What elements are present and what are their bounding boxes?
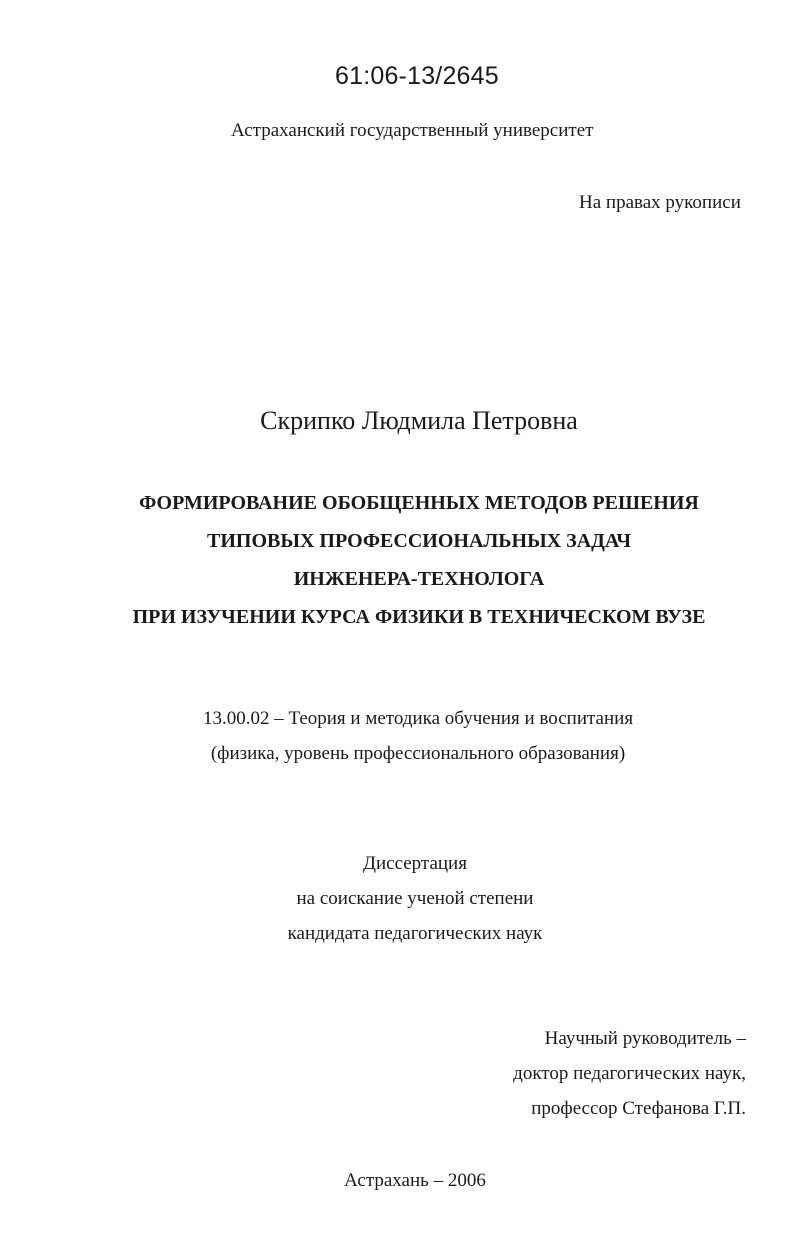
place-year: Астрахань – 2006 (344, 1170, 486, 1191)
catalog-number: 61:06-13/2645 (335, 62, 499, 90)
supervisor-line: доктор педагогических наук, (513, 1063, 746, 1084)
university-name: Астраханский государственный университет (231, 120, 594, 141)
degree-line: Диссертация (363, 853, 467, 874)
title-line: ФОРМИРОВАНИЕ ОБОБЩЕННЫХ МЕТОДОВ РЕШЕНИЯ (139, 492, 699, 514)
supervisor-block (513, 1021, 746, 1126)
title-line: ТИПОВЫХ ПРОФЕССИОНАЛЬНЫХ ЗАДАЧ (206, 530, 631, 552)
degree-line: на соискание ученой степени (296, 888, 534, 909)
title-line: ПРИ ИЗУЧЕНИИ КУРСА ФИЗИКИ В ТЕХНИЧЕСКОМ ВУЗЕ (132, 606, 706, 628)
supervisor-line: профессор Стефанова Г.П. (531, 1098, 746, 1119)
title-line: ИНЖЕНЕРА-ТЕХНОЛОГА (293, 568, 545, 590)
degree-line: кандидата педагогических наук (287, 923, 543, 944)
degree-block (0, 846, 798, 951)
specialty-code-line: 13.00.02 – Теория и методика обучения и воспитания (202, 708, 634, 729)
specialty-block (0, 701, 798, 771)
dissertation-title (0, 484, 798, 636)
rights-note: На правах рукописи (579, 192, 741, 213)
supervisor-line: Научный руководитель – (544, 1028, 746, 1049)
author-name: Скрипко Людмила Петровна (260, 406, 578, 435)
specialty-detail-line: (физика, уровень профессионального образования) (210, 743, 626, 764)
